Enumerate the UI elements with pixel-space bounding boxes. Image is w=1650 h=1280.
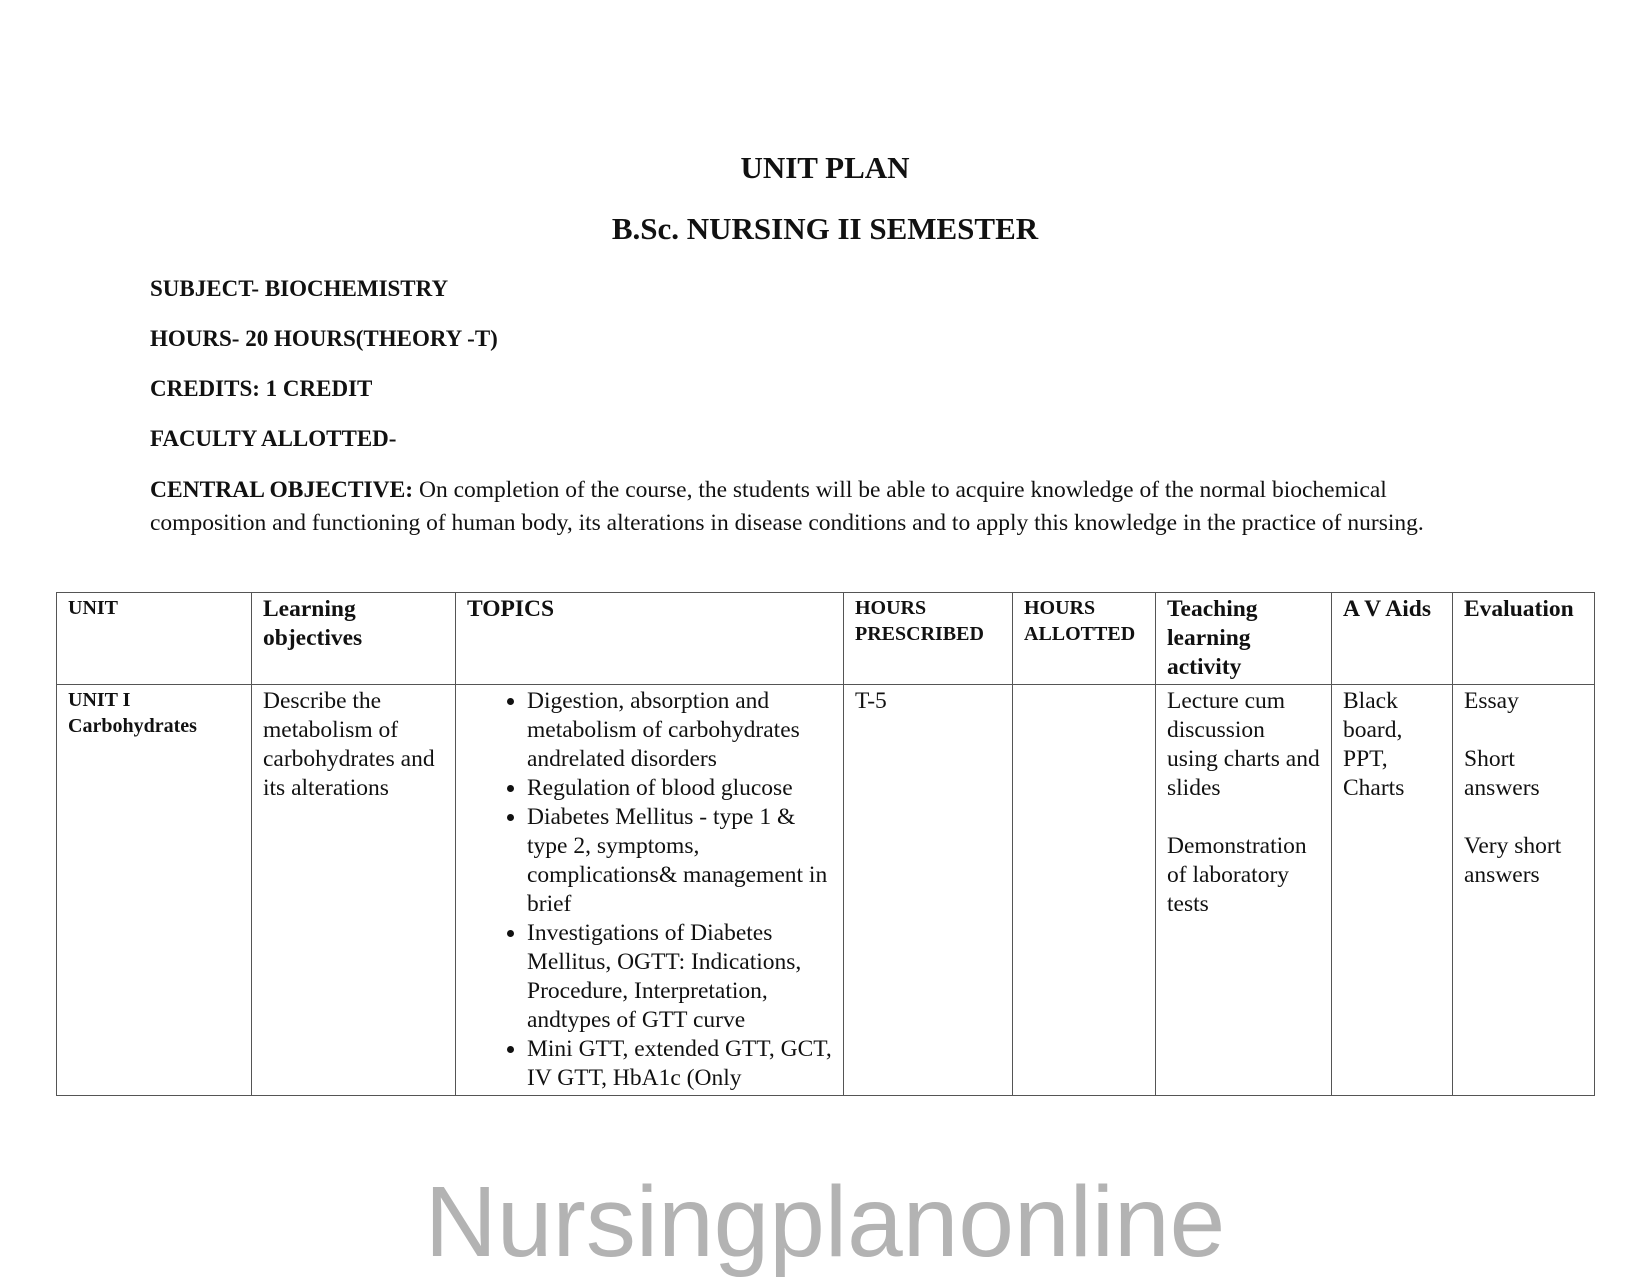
hours-allotted-cell xyxy=(1013,685,1156,1096)
header-unit: UNIT xyxy=(57,593,252,685)
header-evaluation: Evaluation xyxy=(1453,593,1595,685)
evaluation-item: Very short answers xyxy=(1464,833,1562,888)
topics-cell xyxy=(456,685,844,1096)
credits-line: CREDITS: 1 CREDIT xyxy=(150,376,373,401)
objective-cell: Describe the metabolism of carbohydrates and its alterations xyxy=(252,685,456,1096)
list-item: • Diabetes Mellitus - type 1 & type 2, symptoms, complications& management in brief xyxy=(527,803,839,919)
hours-line: HOURS- 20 HOURS(THEORY -T) xyxy=(150,326,498,351)
header-learning-objectives: Learning objectives xyxy=(252,593,456,685)
list-item: • Investigations of Diabetes Mellitus, OGTT: Indications, Procedure, Interpretation, andtypes of GTT curve xyxy=(527,919,839,1035)
central-objective xyxy=(150,474,1500,540)
page-subtitle: B.Sc. NURSING II SEMESTER xyxy=(611,211,1039,246)
unit-name: Carbohydrates xyxy=(68,715,197,737)
table-row xyxy=(57,685,1595,1096)
subject-line: SUBJECT- BIOCHEMISTRY xyxy=(150,276,449,301)
hours-prescribed-cell: T-5 xyxy=(844,685,1013,1096)
av-aids-cell: Black board, PPT, Charts xyxy=(1332,685,1453,1096)
unit-number: UNIT I xyxy=(68,689,131,711)
activity-item: Demonstration of laboratory tests xyxy=(1167,833,1307,917)
evaluation-cell xyxy=(1453,685,1595,1096)
evaluation-item: Short answers xyxy=(1464,746,1540,801)
central-objective-label: CENTRAL OBJECTIVE: xyxy=(150,477,414,503)
page-title: UNIT PLAN xyxy=(740,150,910,185)
list-item: • Mini GTT, extended GTT, GCT, IV GTT, HbA1c (Only xyxy=(527,1035,839,1093)
activity-cell xyxy=(1156,685,1332,1096)
unit-cell xyxy=(57,685,252,1096)
header-av-aids: A V Aids xyxy=(1332,593,1453,685)
header-hours-prescribed: HOURS PRESCRIBED xyxy=(844,593,1013,685)
watermark: Nursingplanonline xyxy=(424,1166,1226,1278)
central-objective-text: On completion of the course, the students will be able to acquire knowledge of the normal biochemical composition and functioning of human body, its alterations in disease conditions and to apply this knowledge in the practice of nursing. xyxy=(150,477,1424,536)
activity-item: Lecture cum discussion using charts and slides xyxy=(1167,688,1320,801)
evaluation-item: Essay xyxy=(1464,688,1519,714)
table-header-row xyxy=(57,593,1595,685)
faculty-line: FACULTY ALLOTTED- xyxy=(150,426,397,451)
header-teaching-activity: Teaching learning activity xyxy=(1156,593,1332,685)
unit-plan-table xyxy=(56,592,1595,1096)
list-item: • Digestion, absorption and metabolism of carbohydrates andrelated disorders xyxy=(527,687,839,774)
header-hours-allotted: HOURS ALLOTTED xyxy=(1013,593,1156,685)
list-item: • Regulation of blood glucose xyxy=(527,774,839,803)
header-topics: TOPICS xyxy=(456,593,844,685)
